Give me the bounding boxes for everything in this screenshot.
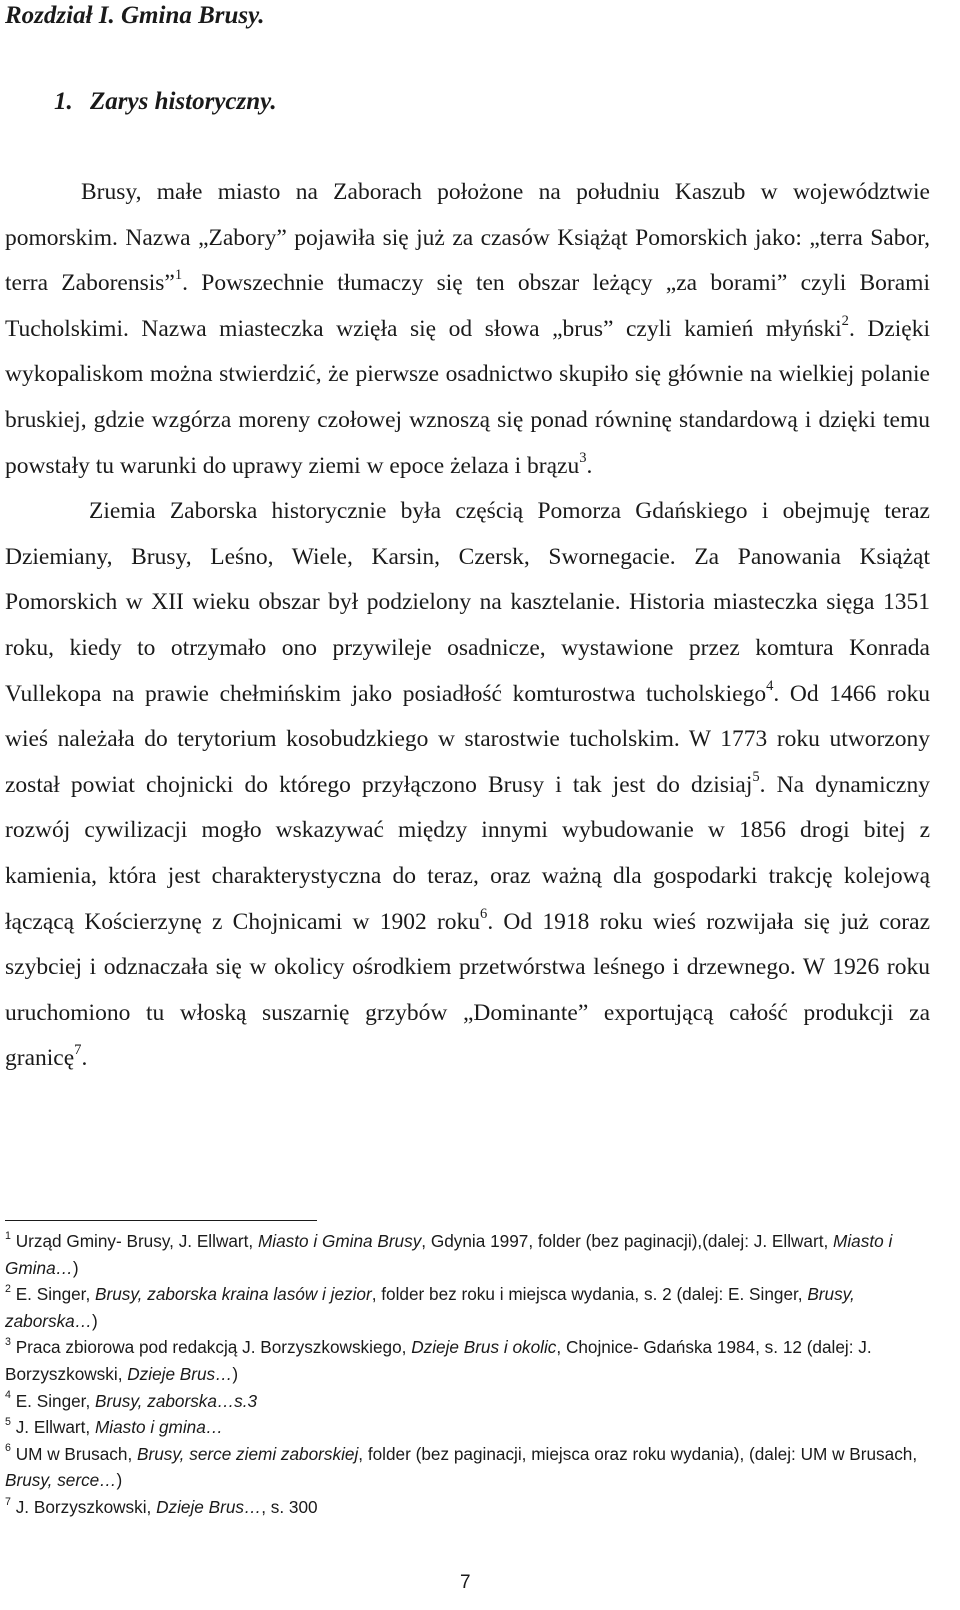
paragraph-text: . Od 1918 roku wieś rozwijała się już coraz szybciej i odznaczała się w okolicy ośrodkiem przetwórstwa leśnego i drzewnego. W 1926 roku uruchomiono tu włoską suszarnię grzybów „Dominante” exportującą całość produkcji za granicę (5, 908, 930, 1072)
footnote-title: Brusy, zaborska… (5, 1284, 855, 1331)
footnote-text: E. Singer, (10, 1284, 96, 1305)
footnote-text: , Chojnice- Gdańska 1984, s. 12 (dalej: J. Borzyszkowski, (5, 1337, 872, 1384)
footnote-number: 7 (5, 1495, 11, 1508)
footnote-title: Brusy, serce… (5, 1470, 117, 1491)
footnote-6 (5, 1441, 930, 1494)
footnote-text: ) (72, 1257, 79, 1278)
footnote-text: J. Borzyszkowski, (10, 1496, 157, 1517)
section-number: 1. (54, 88, 73, 115)
footnote-text: ) (91, 1310, 98, 1331)
section-heading (54, 88, 277, 116)
paragraph-text: . Na dynamiczny rozwój cywilizacji mogło wskazywać między innymi wybudowanie w 1856 drogi bitej z kamienia, która jest charakterystyczna do teraz, oraz ważną dla gospodarki trakcję kolejową łączącą Kościerzynę z Chojnicami w 1902 roku (5, 771, 930, 935)
footnote-text: , s. 300 (261, 1496, 318, 1517)
footnote-number: 2 (5, 1282, 11, 1295)
footnote-ref-5[interactable]: 5 (752, 768, 760, 785)
paragraph-2 (5, 489, 930, 1082)
footnote-ref-4[interactable]: 4 (766, 677, 774, 694)
footnote-4 (5, 1388, 930, 1415)
footnote-1 (5, 1228, 930, 1281)
section-title: Zarys historyczny. (90, 88, 277, 115)
footnote-number: 1 (5, 1229, 11, 1242)
footnote-text: , folder (bez paginacji, miejsca oraz roku wydania), (dalej: UM w Brusach, (358, 1443, 918, 1464)
footnote-text: , Gdynia 1997, folder (bez paginacji),(dalej: J. Ellwart, (421, 1231, 834, 1251)
page-number: 7 (460, 1572, 471, 1593)
footnote-title: Miasto i Gmina… (5, 1231, 893, 1278)
footnote-title: Brusy, zaborska…s.3 (95, 1390, 258, 1411)
paragraph-text: . (81, 1045, 88, 1072)
footnote-text: Praca zbiorowa pod redakcją J. Borzyszkowskiego, (10, 1337, 412, 1358)
footnote-text: ) (232, 1363, 239, 1384)
footnotes (5, 1228, 930, 1521)
footnote-ref-7[interactable]: 7 (74, 1042, 82, 1059)
footnote-text: E. Singer, (10, 1390, 96, 1411)
footnote-ref-1[interactable]: 1 (174, 267, 183, 284)
footnote-separator (5, 1220, 317, 1221)
footnote-number: 5 (5, 1415, 11, 1428)
footnote-title: Brusy, zaborska kraina lasów i jezior (95, 1284, 372, 1305)
footnote-ref-3[interactable]: 3 (579, 449, 587, 466)
footnote-text: Urząd Gminy- Brusy, J. Ellwart, (10, 1231, 258, 1251)
footnote-ref-2[interactable]: 2 (841, 312, 849, 329)
footnote-text: UM w Brusach, (10, 1443, 138, 1464)
footnote-number: 3 (5, 1336, 11, 1349)
paragraph-text: . Powszechnie tłumaczy się ten obszar leżący „za borami” czyli Borami Tucholskimi. Nazwa miasteczka wzięła się od słowa „brus” czyli kamień młyński (5, 270, 930, 342)
body-text (5, 170, 930, 1082)
footnote-text: J. Ellwart, (10, 1417, 95, 1438)
footnote-number: 4 (5, 1389, 11, 1402)
paragraph-text: . (586, 452, 593, 479)
footnote-title: Dzieje Brus… (156, 1496, 262, 1517)
footnote-text: ) (116, 1470, 123, 1491)
footnote-title: Dzieje Brus i okolic (411, 1337, 557, 1358)
footnote-title: Brusy, serce ziemi zaborskiej (137, 1443, 359, 1464)
paragraph-text: . Od 1466 roku wieś należała do terytorium kosobudzkiego w starostwie tucholskim. W 1773 roku utworzony został powiat chojnicki do którego przyłączono Brusy i tak jest do dzisiaj (5, 680, 931, 798)
footnote-number: 6 (5, 1442, 11, 1455)
paragraph-text: Brusy, małe miasto na Zaborach położone na południu Kaszub w województwie pomorskim. Nazwa „Zabory” pojawiła się już za czasów Książąt Pomorskich jako: „terra Sabor, terra Zaborensis” (5, 179, 930, 297)
footnote-title: Miasto i Gmina Brusy (257, 1231, 422, 1251)
footnote-title: Miasto i gmina… (94, 1417, 223, 1438)
footnote-2 (5, 1281, 930, 1334)
paragraph-text: Ziemia Zaborska historycznie była częścią Pomorza Gdańskiego i obejmuję teraz Dziemiany, Brusy, Leśno, Wiele, Karsin, Czersk, Swornegacie. Za Panowania Książąt Pomorskich w XII wieku obszar był podzielony na kasztelanie. Historia miasteczka sięga 1351 roku, kiedy to otrzymało ono przywileje osadnicze, wystawione przez komtura Konrada Vullekopa na prawie chełmińskim jako posiadłość komturostwa tucholskiego (5, 498, 930, 707)
paragraph-text: . Dzięki wykopaliskom można stwierdzić, że pierwsze osadnictwo skupiło się głównie na wielkiej polanie bruskiej, gdzie wzgórza moreny czołowej wznoszą się ponad równinę standardową i dzięki temu powstały tu warunki do uprawy ziemi w epoce żelaza i brązu (5, 315, 931, 479)
footnote-text: , folder bez roku i miejsca wydania, s. 2 (dalej: E. Singer, (371, 1284, 808, 1305)
footnote-ref-6[interactable]: 6 (480, 905, 488, 922)
chapter-title: Rozdział I. Gmina Brusy. (5, 2, 265, 29)
footnote-3 (5, 1334, 930, 1387)
footnote-title: Dzieje Brus… (127, 1363, 233, 1384)
paragraph-1 (5, 170, 930, 489)
footnote-7 (5, 1494, 930, 1521)
footnote-5 (5, 1414, 930, 1441)
